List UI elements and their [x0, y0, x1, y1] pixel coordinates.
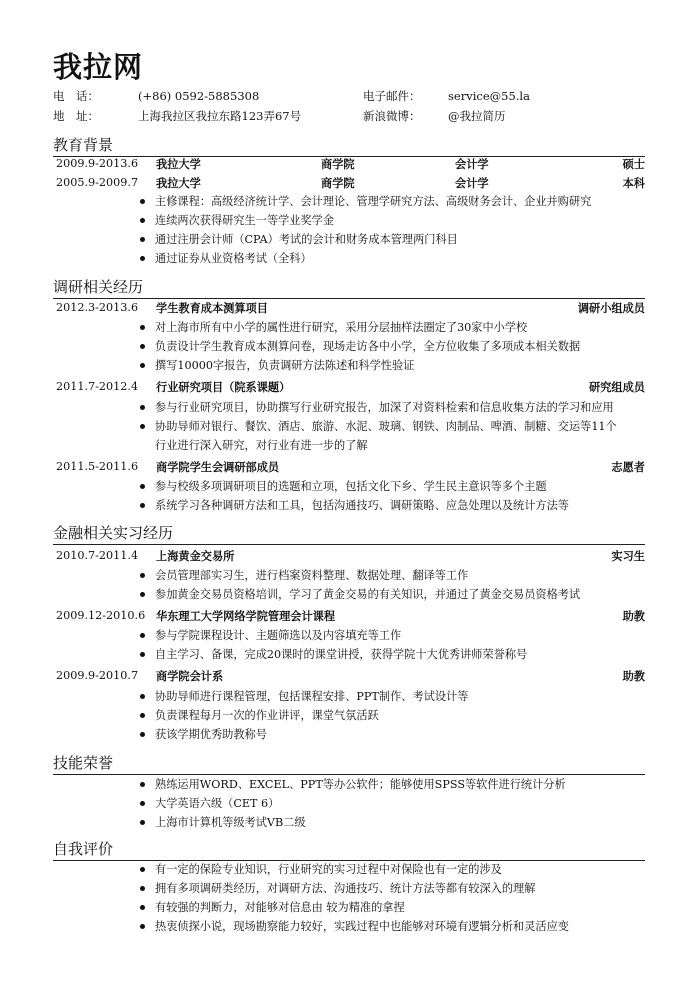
bullet-icon — [140, 484, 145, 489]
list-item: 系统学习各种调研方法和工具，包括沟通技巧、调研策略、应急处理以及统计方法等 — [138, 496, 569, 515]
bullet-icon — [140, 732, 145, 737]
bullet-icon — [140, 363, 145, 368]
finance-entry — [53, 667, 647, 685]
entry-role: 实习生 — [611, 549, 645, 563]
weibo-value[interactable]: @我拉简历 — [448, 109, 506, 123]
bullet-icon — [140, 573, 145, 578]
list-item: 协助导师进行课程管理，包括课程安排、PPT制作、考试设计等 — [138, 687, 468, 706]
entry-role: 研究组成员 — [589, 380, 645, 394]
bullet-icon — [140, 924, 145, 929]
list-item: 负责设计学生教育成本测算问卷，现场走访各中小学，全方位收集了多项成本相关数据 — [138, 337, 580, 356]
finance-title: 金融相关实习经历 — [53, 524, 174, 542]
list-item: 主修课程：高级经济统计学、会计理论、管理学研究方法、高级财务会计、企业并购研究 — [138, 192, 591, 211]
finance-bullets — [138, 566, 580, 604]
entry-school: 我拉大学 — [156, 157, 201, 171]
list-item: 参加黄金交易员资格培训，学习了黄金交易的有关知识，并通过了黄金交易员资格考试 — [138, 585, 580, 604]
list-item: 会员管理部实习生，进行档案资料整理、数据处理、翻译等工作 — [138, 566, 580, 585]
education-bullets — [138, 192, 591, 268]
list-item: 通过证券从业资格考试（全科） — [138, 249, 591, 268]
list-item: 协助导师对银行、餐饮、酒店、旅游、水泥、玻璃、钢铁、肉制品、啤酒、制糖、交运等11个 — [138, 417, 617, 436]
bullet-icon — [140, 592, 145, 597]
list-item: 获该学期优秀助教称号 — [138, 725, 468, 744]
list-item: 自主学习、备课，完成20课时的课堂讲授，获得学院十大优秀讲师荣誉称号 — [138, 645, 527, 664]
entry-date: 2010.7-2011.4 — [56, 549, 139, 562]
entry-role: 助教 — [622, 609, 645, 623]
phone-label: 电 话： — [53, 89, 99, 103]
list-item: 对上海市所有中小学的属性进行研究，采用分层抽样法圈定了30家中小学校 — [138, 318, 580, 337]
entry-org: 学生教育成本测算项目 — [156, 301, 268, 315]
entry-major: 会计学 — [455, 157, 489, 171]
education-title: 教育背景 — [53, 136, 114, 154]
education-entry — [53, 155, 647, 173]
entry-role: 助教 — [622, 669, 645, 683]
entry-date: 2009.9-2013.6 — [56, 157, 139, 170]
bullet-icon — [140, 218, 145, 223]
self-title: 自我评价 — [53, 840, 114, 858]
list-item: 拥有多项调研类经历，对调研方法、沟通技巧、统计方法等都有较深入的理解 — [138, 879, 569, 898]
research-entry — [53, 299, 647, 317]
entry-date: 2011.5-2011.6 — [56, 460, 139, 473]
research-bullets — [138, 318, 580, 375]
bullet-icon — [140, 405, 145, 410]
entry-date: 2005.9-2009.7 — [56, 176, 139, 189]
entry-school: 我拉大学 — [156, 176, 201, 190]
bullet-icon — [140, 652, 145, 657]
bullet-icon — [140, 256, 145, 261]
entry-date: 2009.9-2010.7 — [56, 669, 139, 682]
list-item: 参与校级多项调研项目的选题和立项，包括文化下乡、学生民主意识等多个主题 — [138, 477, 569, 496]
finance-divider — [53, 544, 645, 545]
bullet-icon — [140, 905, 145, 910]
address-value: 上海我拉区我拉东路123弄67号 — [138, 109, 302, 123]
entry-date: 2012.3-2013.6 — [56, 301, 139, 314]
bullet-icon — [140, 820, 145, 825]
weibo-label: 新浪微博： — [363, 109, 421, 123]
phone-value: (+86) 0592-5885308 — [138, 89, 260, 103]
bullet-icon — [140, 886, 145, 891]
list-item: 参与学院课程设计、主题筛选以及内容填充等工作 — [138, 626, 527, 645]
bullet-icon — [140, 867, 145, 872]
bullet-icon — [140, 713, 145, 718]
entry-org: 华东理工大学网络学院管理会计课程 — [156, 609, 336, 623]
self-bullets — [138, 860, 569, 936]
bullet-icon — [140, 633, 145, 638]
education-entry — [53, 174, 647, 192]
list-item: 上海市计算机等级考试VB二级 — [138, 813, 566, 832]
bullet-icon — [140, 424, 145, 429]
email-value[interactable]: service@55.la — [448, 89, 530, 103]
list-item: 热衷侦探小说，现场勘察能力较好，实践过程中也能够对环境有逻辑分析和灵活应变 — [138, 917, 569, 936]
finance-bullets — [138, 626, 527, 664]
bullet-icon — [140, 344, 145, 349]
list-item: 连续两次获得研究生一等学业奖学金 — [138, 211, 591, 230]
entry-org: 行业研究项目（院系课题） — [156, 380, 291, 394]
entry-date: 2011.7-2012.4 — [56, 380, 139, 393]
entry-role: 调研小组成员 — [577, 301, 645, 315]
bullet-icon — [140, 801, 145, 806]
list-item: 大学英语六级（CET 6） — [138, 794, 566, 813]
list-item: 熟练运用WORD、EXCEL、PPT等办公软件；能够使用SPSS等软件进行统计分析 — [138, 775, 566, 794]
entry-org: 商学院会计系 — [156, 669, 224, 683]
entry-role: 志愿者 — [611, 460, 645, 474]
list-item: 参与行业研究项目，协助撰写行业研究报告，加深了对资料检索和信息收集方法的学习和应用 — [138, 398, 617, 417]
entry-date: 2009.12-2010.6 — [56, 609, 146, 622]
research-bullets — [138, 398, 617, 455]
finance-bullets — [138, 687, 468, 744]
skills-title: 技能荣誉 — [53, 754, 114, 772]
list-item: 有一定的保险专业知识，行业研究的实习过程中对保险也有一定的涉及 — [138, 860, 569, 879]
bullet-icon — [140, 503, 145, 508]
bullet-icon — [140, 694, 145, 699]
entry-college: 商学院 — [321, 176, 355, 190]
candidate-name: 我拉网 — [53, 50, 144, 84]
entry-college: 商学院 — [321, 157, 355, 171]
list-item: 负责课程每月一次的作业讲评，课堂气氛活跃 — [138, 706, 468, 725]
entry-org: 商学院学生会调研部成员 — [156, 460, 280, 474]
bullet-icon — [140, 237, 145, 242]
finance-entry — [53, 607, 647, 625]
list-item: 有较强的判断力，对能够对信息由 较为精准的拿捏 — [138, 898, 569, 917]
list-item: 通过注册会计师（CPA）考试的会计和财务成本管理两门科目 — [138, 230, 591, 249]
entry-degree: 硕士 — [622, 157, 645, 171]
finance-entry — [53, 547, 647, 565]
email-label: 电子邮件： — [363, 89, 421, 103]
research-bullets — [138, 477, 569, 515]
bullet-icon — [140, 199, 145, 204]
research-entry — [53, 378, 647, 396]
entry-major: 会计学 — [455, 176, 489, 190]
skills-bullets — [138, 775, 566, 832]
list-item: 撰写10000字报告，负责调研方法陈述和科学性验证 — [138, 356, 580, 375]
list-item-continuation: 行业进行深入研究，对行业有进一步的了解 — [155, 439, 368, 452]
bullet-icon — [140, 325, 145, 330]
research-title: 调研相关经历 — [53, 278, 144, 296]
research-entry — [53, 458, 647, 476]
address-label: 地 址： — [53, 109, 99, 123]
entry-org: 上海黄金交易所 — [156, 549, 235, 563]
bullet-icon — [140, 782, 145, 787]
entry-degree: 本科 — [622, 176, 645, 190]
